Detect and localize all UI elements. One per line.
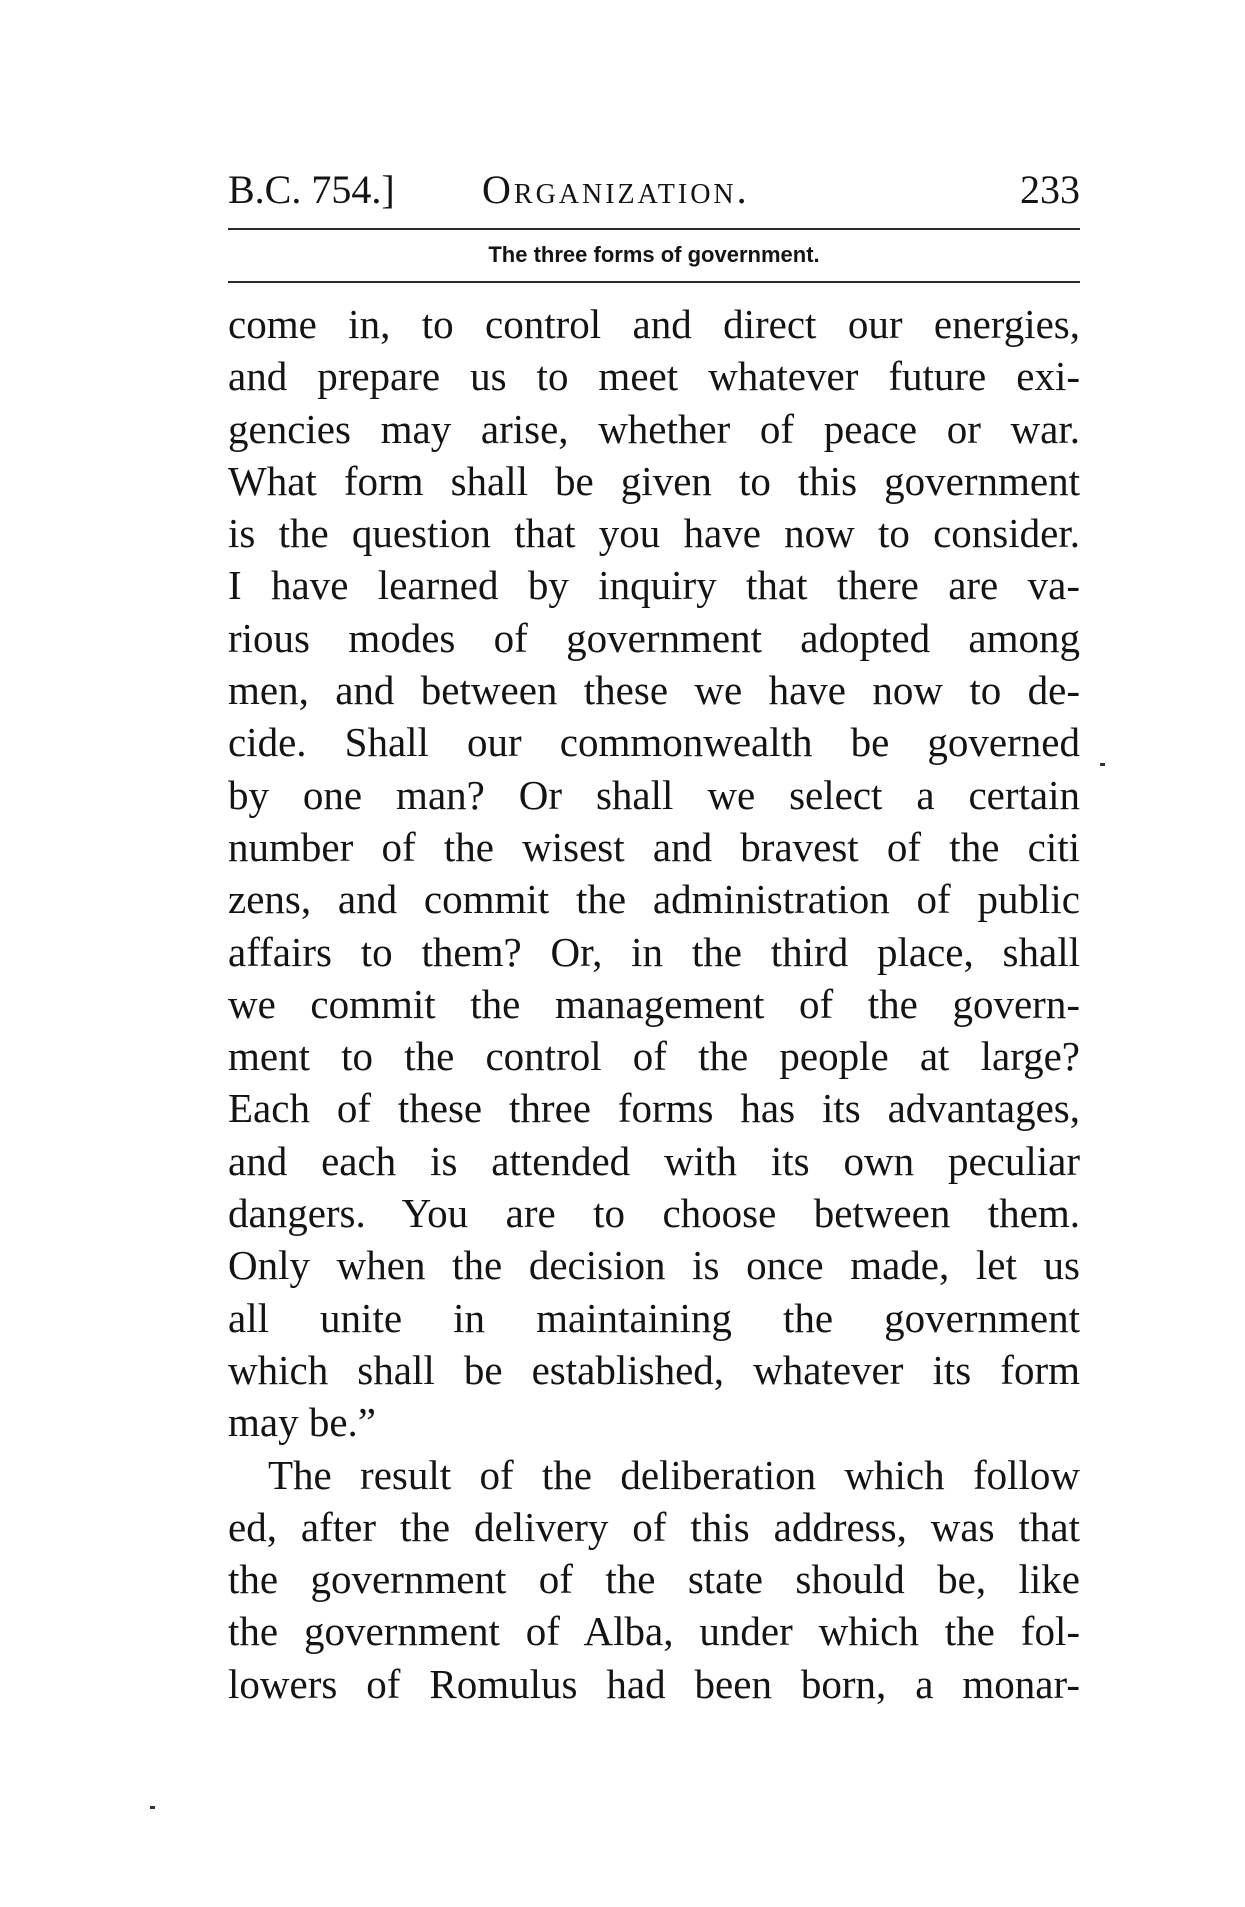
- text-line: What form shall be given to this government: [228, 457, 1080, 504]
- text-line: gencies may arise, whether of peace or war.: [228, 405, 1080, 452]
- header-chapter-title: Organization.: [482, 167, 750, 212]
- text-line: I have learned by inquiry that there are va-: [228, 562, 1080, 609]
- text-line: affairs to them? Or, in the third place, shall: [228, 928, 1080, 975]
- text-line: the government of the state should be, like: [228, 1556, 1080, 1603]
- text-line: ment to the control of the people at large?: [228, 1033, 1080, 1080]
- header-rule-top: [228, 228, 1080, 230]
- text-line: which shall be established, whatever its form: [228, 1346, 1080, 1393]
- body-text: [228, 298, 1080, 1710]
- print-speck: [150, 1806, 155, 1809]
- text-line: zens, and commit the administration of public: [228, 876, 1080, 923]
- text-line: we commit the management of the govern-: [228, 980, 1080, 1027]
- text-line: come in, to control and direct our energies,: [228, 301, 1080, 347]
- text-line: lowers of Romulus had been born, a monar-: [228, 1660, 1080, 1707]
- text-line: rious modes of government adopted among: [228, 614, 1080, 661]
- text-line: Each of these three forms has its advantages,: [228, 1085, 1080, 1132]
- text-line: Only when the decision is once made, let us: [228, 1242, 1080, 1289]
- page-number: 233: [1020, 167, 1080, 212]
- text-line: dangers. You are to choose between them.: [228, 1190, 1080, 1237]
- print-speck: [1100, 763, 1105, 766]
- header-date-range: B.C. 754.]: [228, 167, 395, 212]
- text-line: may be.”: [228, 1399, 376, 1446]
- section-subtitle: The three forms of government.: [488, 242, 820, 267]
- text-line: The result of the deliberation which follow: [268, 1451, 1080, 1498]
- text-line: is the question that you have now to consider.: [228, 510, 1080, 557]
- text-line: and each is attended with its own peculiar: [228, 1137, 1080, 1184]
- text-line: the government of Alba, under which the fol-: [228, 1608, 1080, 1655]
- text-line: number of the wisest and bravest of the citi: [228, 823, 1080, 870]
- text-line: and prepare us to meet whatever future exi-: [228, 353, 1080, 400]
- text-line: by one man? Or shall we select a certain: [228, 771, 1080, 818]
- running-head: [228, 160, 1080, 220]
- text-line: cide. Shall our commonwealth be governed: [228, 719, 1080, 766]
- text-line: all unite in maintaining the government: [228, 1294, 1080, 1341]
- header-rule-bottom: [228, 281, 1080, 283]
- text-line: ed, after the delivery of this address, was that: [228, 1503, 1080, 1550]
- text-line: men, and between these we have now to de-: [228, 667, 1080, 714]
